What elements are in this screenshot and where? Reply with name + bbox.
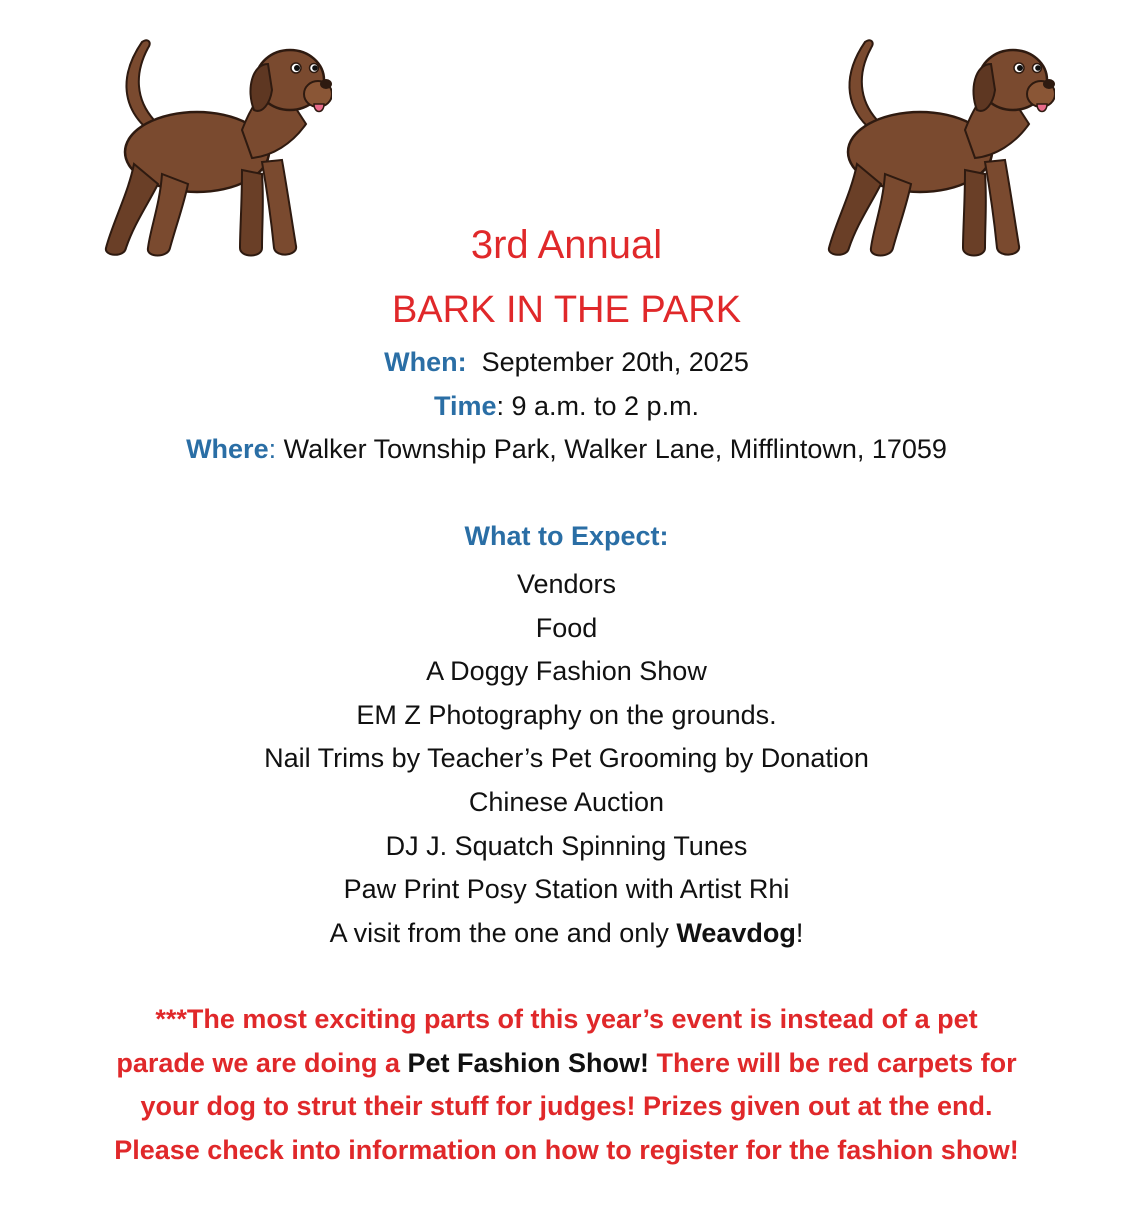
time-value: 9 a.m. to 2 p.m. [511, 391, 700, 421]
event-subtitle: 3rd Annual [470, 223, 663, 267]
note-line-4: Please check into information on how to register for the fashion show! [114, 1134, 1019, 1165]
where-value: Walker Township Park, Walker Lane, Mifflintown, 17059 [283, 434, 947, 464]
list-item: EM Z Photography on the grounds. [356, 699, 777, 730]
list-item: A Doggy Fashion Show [426, 656, 707, 687]
note-line-3: your dog to strut their stuff for judges! Prizes given out at the end. [140, 1091, 993, 1121]
list-item: Food [535, 612, 598, 643]
when-line [0, 346, 1133, 378]
when-colon: : [457, 347, 467, 377]
list-item: DJ J. Squatch Spinning Tunes [385, 830, 748, 861]
fashion-show-note [0, 998, 1133, 1172]
list-item: Paw Print Posy Station with Artist Rhi [343, 874, 790, 905]
time-line: Time: 9 a.m. to 2 p.m. [433, 391, 700, 421]
note-line-1: ***The most exciting parts of this year’s event is instead of a pet [155, 1004, 978, 1034]
where-label: Where [186, 434, 269, 464]
weavdog-prefix: A visit from the one and only [329, 917, 677, 948]
list-item-weavdog [0, 912, 1133, 956]
when-label: When [384, 347, 458, 377]
what-to-expect-heading: What to Expect: [464, 521, 669, 551]
weavdog-name: Weavdog [676, 917, 796, 948]
where-colon: : [268, 434, 277, 464]
when-value: September 20th, 2025 [481, 347, 749, 377]
list-item: Chinese Auction [468, 786, 665, 817]
where-line [0, 433, 1133, 465]
list-item: Vendors [516, 569, 617, 599]
expect-list [0, 563, 1133, 955]
event-title: BARK IN THE PARK [391, 289, 742, 331]
list-item: Nail Trims by Teacher’s Pet Grooming by Donation [264, 743, 869, 774]
weavdog-suffix: ! [795, 917, 804, 948]
time-label: Time [433, 391, 497, 421]
note-highlight: Pet Fashion Show! [407, 1047, 649, 1078]
note-line-2: parade we are doing a Pet Fashion Show! There will be red carpets for [116, 1047, 1017, 1078]
